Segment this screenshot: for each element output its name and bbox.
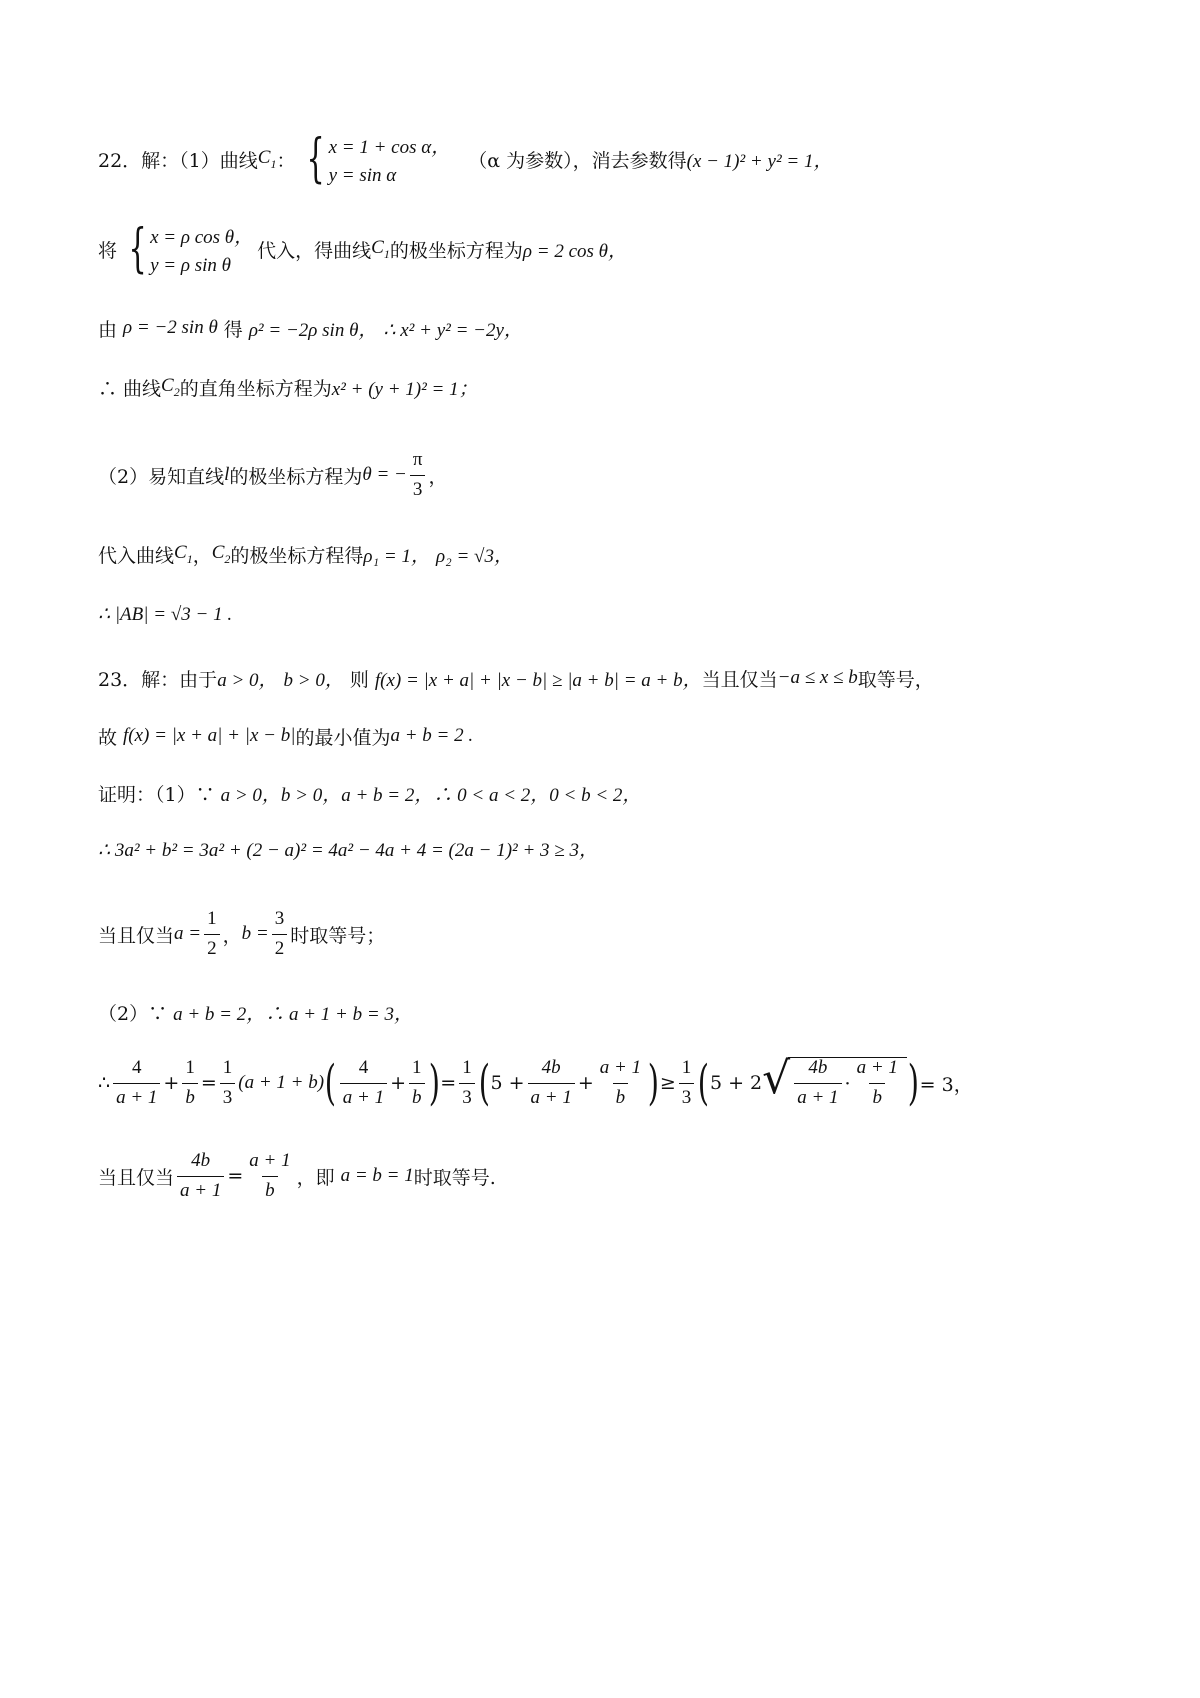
p23-line-3 [98, 769, 641, 817]
fraction: $\frac{1}{3}$ [459, 1058, 475, 1109]
curve-c2: $C_2$ [211, 541, 231, 566]
p22-l2-lead: 将 [98, 239, 118, 262]
fraction: $\frac{a + 1}{b}$ [599, 1056, 642, 1108]
sys-row-1: x = 1 + cos α， [328, 136, 451, 158]
rho1-eq: ρ₁ = 1， [363, 545, 430, 567]
p22-l5-lead: （2）易知直线 [98, 465, 225, 488]
p22-line-6 [98, 530, 513, 578]
a-eq: a = [174, 923, 202, 944]
equals: = [200, 1072, 217, 1094]
comma: ， [192, 544, 212, 567]
line-l: l [224, 464, 230, 485]
eq-xy: ∴ x² + y² = −2y， [383, 319, 523, 341]
theta-eq: θ = − [362, 464, 407, 485]
sum-factor: (a + 1 + b) [238, 1072, 325, 1093]
sum-squares-proof: ∴ 3a² + b² = 3a² + (2 − a)² = 4a² − 4a + 4 = (2a − 1)² + 3 ≥ 3， [98, 839, 598, 861]
geq: ≥ [659, 1072, 676, 1094]
fraction: $\frac{1}{3}$ [679, 1058, 695, 1109]
sum-eq: a + b = 2，∴ a + 1 + b = 3， [173, 1003, 413, 1025]
range-ab: a > 0，b > 0，a + b = 2，∴ 0 < a < 2，0 < b < 2， [220, 784, 642, 806]
equality-ab: a = b = 1 [340, 1165, 414, 1186]
p22-line-1 [98, 129, 833, 189]
p22-line-5 [98, 435, 447, 515]
fraction-pi-3: $\frac{\pi}{3}$ [410, 450, 426, 501]
f-def: f(x) = |x + a| + |x − b| [123, 725, 296, 746]
p23-l2-mid: 的最小值为 [295, 726, 391, 749]
p23-line-2 [98, 712, 473, 760]
sqrt: √ $\frac{4b}{a + 1}$ · $\frac{a + 1}{b}$ [762, 1057, 907, 1109]
fraction: $\frac{4}{a + 1}$ [340, 1058, 387, 1109]
polar-system: { x = ρ cos θ， y = ρ sin θ [128, 219, 254, 279]
p23-l8-lead: 当且仅当 [98, 1166, 175, 1189]
p23-l1-mid: 则 [349, 668, 369, 691]
fraction: $\frac{a + 1}{b}$ [856, 1057, 898, 1108]
param-system: { x = 1 + cos α， y = sin α [306, 129, 451, 189]
p22-l4-mid: 的直角坐标方程为 [179, 377, 332, 400]
p22-l2-mid: 代入，得曲线 [257, 239, 372, 262]
rho2-eq: ρ₂ = √3， [435, 545, 513, 567]
cartesian-eq-c1: (x − 1)² + y² = 1， [686, 150, 833, 172]
sys-row-2: y = sin α [328, 164, 397, 186]
p23-line-1 [98, 654, 934, 702]
cond-a: a > 0， [217, 669, 278, 691]
p22-line-3 [98, 304, 523, 352]
p23-l6-lead: （2）∵ [98, 1002, 168, 1025]
plus: + [390, 1072, 407, 1094]
p22-l1-lead: 22．解：（1）曲线 [98, 149, 258, 172]
curve-c2: $C_2$ [161, 374, 180, 399]
fraction: $\frac{a + 1}{b}$ [249, 1149, 291, 1201]
p23-line-7: ∴ $\frac{4}{a + 1}$ + $\frac{1}{b}$ = $\frac{1}{3}$ (a + 1 + b) ( $\frac{4}{a + 1}$ + $\frac{1}{b}$ ) = $\frac{1}{3}$ ( 5 + $\frac{4b}{a + 1}$ + $\frac{a + 1}{b}$ ) ≥ $\frac{1}{3}$ ( 5 + 2 √ $\frac{4b}{a + 1}$ · $\frac{a + 1}{b}$ ) = 3， [98, 1053, 973, 1111]
ab-length: ∴ |AB| = √3 − 1 . [98, 603, 233, 625]
p22-l2-tail: 的极坐标方程为 [389, 239, 523, 262]
equals: = [440, 1072, 457, 1094]
comma: ， [222, 924, 242, 947]
p23-line-6 [98, 988, 413, 1036]
p23-l5-lead: 当且仅当 [98, 924, 175, 947]
fraction: $\frac{4b}{a + 1}$ [528, 1058, 575, 1109]
f-inequality: f(x) = |x + a| + |x − b| ≥ |a + b| = a + b， [374, 669, 702, 691]
fraction: $\frac{1}{b}$ [182, 1058, 198, 1109]
curve-c1: $C_1$ [371, 236, 390, 261]
dot: · [844, 1072, 851, 1095]
fraction: $\frac{4b}{a + 1}$ [177, 1151, 224, 1202]
p22-l4-lead: ∴ 曲线 [98, 377, 162, 400]
p22-l3-mid: 得 [223, 318, 243, 341]
polar-eq-c2: ρ = −2 sin θ [123, 317, 218, 338]
result: = 3， [919, 1073, 973, 1096]
p23-l1-tail2: 取等号， [857, 668, 934, 691]
p22-l3-lead: 由 [98, 318, 118, 341]
fraction-b: $\frac{3}{2}$ [272, 909, 288, 960]
plus: + [163, 1072, 180, 1094]
curve-c1: $C_1$ [257, 146, 277, 171]
p22-line-4 [98, 363, 478, 411]
b-eq: b = [241, 923, 269, 944]
p23-l8-tail2: 时取等号. [413, 1166, 496, 1189]
cond-b: b > 0， [283, 669, 344, 691]
cartesian-eq-c2: x² + (y + 1)² = 1； [331, 378, 478, 400]
comma: ， [428, 465, 448, 488]
polar-eq-c1: ρ = 2 cos θ， [522, 240, 627, 262]
min-value: a + b = 2 . [390, 725, 474, 746]
p23-l2-lead: 故 [98, 726, 118, 749]
p22-line-7 [98, 590, 232, 638]
p23-line-8 [98, 1133, 496, 1219]
fraction: $\frac{1}{3}$ [220, 1058, 236, 1109]
fraction: $\frac{4b}{a + 1}$ [794, 1058, 841, 1109]
p23-l5-tail: 时取等号； [290, 924, 386, 947]
p22-l6-lead: 代入曲线 [98, 544, 175, 567]
p22-l5-mid: 的极坐标方程为 [229, 465, 363, 488]
colon: ： [276, 149, 296, 172]
fraction-a: $\frac{1}{2}$ [204, 909, 220, 960]
p23-l1-lead: 23．解：由于 [98, 668, 218, 691]
p22-l6-mid: 的极坐标方程得 [230, 544, 364, 567]
curve-c1: $C_1$ [174, 541, 193, 566]
param-note: （α 为参数），消去参数得 [468, 149, 687, 172]
equality-condition: −a ≤ x ≤ b [777, 667, 858, 688]
eq-rho-squared: ρ² = −2ρ sin θ， [248, 319, 378, 341]
p22-line-2 [98, 219, 627, 279]
p23-line-5 [98, 893, 385, 975]
therefore: ∴ [98, 1072, 111, 1094]
p23-l1-tail1: 当且仅当 [701, 668, 778, 691]
p23-l8-tail: ，即 [296, 1166, 335, 1189]
fraction: $\frac{1}{b}$ [409, 1058, 425, 1109]
p23-l3-lead: 证明：（1）∵ [98, 783, 215, 806]
five-plus: 5 + [490, 1072, 525, 1094]
plus: + [577, 1072, 594, 1094]
five-plus-two: 5 + 2 [709, 1072, 763, 1094]
fraction: $\frac{4}{a + 1}$ [113, 1058, 160, 1109]
sys-row-1: x = ρ cos θ， [150, 226, 254, 248]
p23-line-4 [98, 824, 598, 872]
sys-row-2: y = ρ sin θ [150, 254, 231, 276]
equals: = [227, 1165, 244, 1187]
